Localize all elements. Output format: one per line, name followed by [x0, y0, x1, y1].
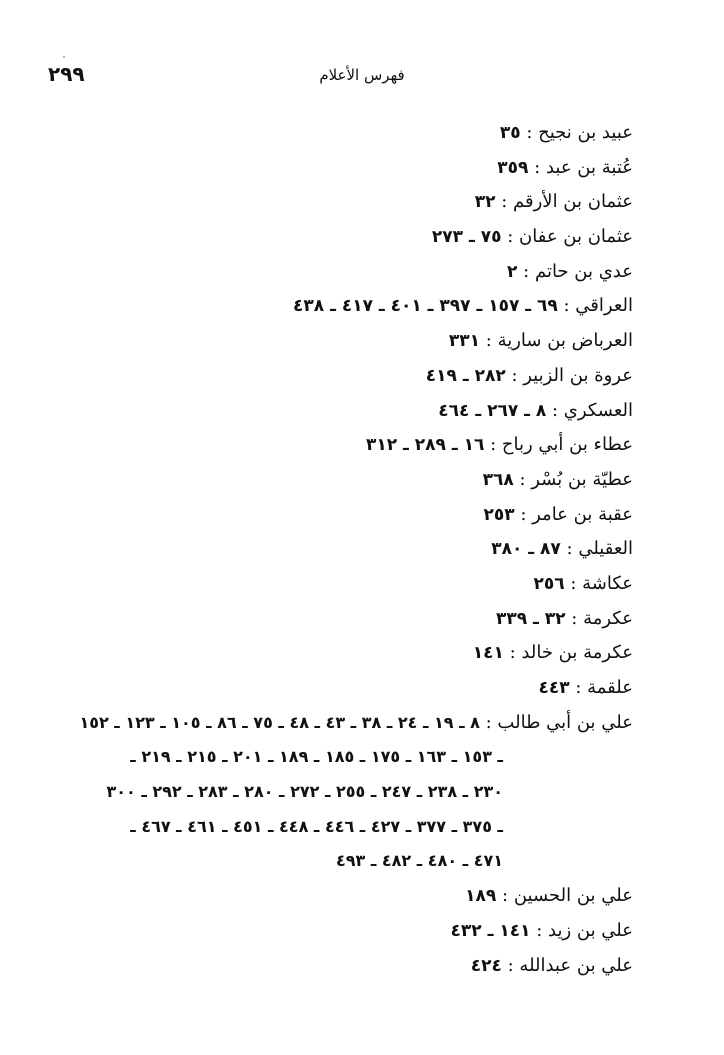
index-entry	[53, 428, 633, 463]
entry-pages: ٢٨٢ ـ ٤١٩	[425, 365, 506, 386]
entry-name: العراقي :	[563, 295, 633, 317]
entry-pages: ٨٧ ـ ٣٨٠	[491, 539, 561, 560]
entry-pages: ٣٢	[474, 192, 496, 213]
entry-name: عُتبة بن عبد :	[534, 156, 633, 178]
index-entry	[53, 463, 633, 498]
index-entry	[53, 289, 633, 324]
index-entry	[53, 255, 633, 290]
running-title: فهرس الأعلام	[319, 66, 405, 84]
index-entry	[53, 394, 633, 429]
entry-name: العرباض بن سارية :	[485, 330, 633, 352]
index-entry	[53, 636, 633, 671]
long-entry-continuation: ٢٣٠ ـ ٢٣٨ ـ ٢٤٧ ـ ٢٥٥ ـ ٢٧٢ ـ ٢٨٠ ـ ٢٨٣ ـ ٢٩٢ ـ ٣٠٠	[106, 782, 503, 802]
page-number: ٢٩٩	[48, 62, 85, 86]
entry-pages: ٣٦٨	[482, 469, 514, 490]
long-entry-first-line	[53, 706, 633, 741]
long-entry-continuation: ـ ١٥٣ ـ ١٦٣ ـ ١٧٥ ـ ١٨٥ ـ ١٨٩ ـ ٢٠١ ـ ٢١٥ ـ ٢١٩ ـ	[130, 747, 503, 767]
index-entry	[53, 151, 633, 186]
entry-pages: ٤٤٣	[538, 678, 570, 698]
entry-pages: ٨ ـ ٢٦٧ ـ ٤٦٤	[438, 400, 547, 421]
entry-name: عبيد بن نجيح :	[526, 122, 633, 143]
entry-pages: ٣٣١	[448, 331, 481, 352]
entry-name: عدي بن حاتم :	[523, 260, 633, 282]
entry-name: عكاشة :	[570, 572, 633, 594]
index-entries	[53, 116, 633, 983]
entry-name: عطيّة بن بُسْر :	[519, 468, 633, 490]
entry-name: عطاء بن أبي رباح :	[490, 434, 633, 456]
index-entry	[53, 949, 633, 984]
index-entry	[53, 532, 633, 567]
entry-pages: ٢٥٦	[533, 573, 565, 594]
entry-pages: ٣٢ ـ ٣٣٩	[496, 608, 566, 629]
entry-name: علي بن زيد :	[536, 919, 633, 941]
entry-name: عكرمة :	[571, 607, 633, 629]
index-entry	[53, 116, 633, 151]
entry-name: علقمة :	[575, 677, 633, 698]
index-entry	[53, 879, 633, 914]
entry-pages: ٧٥ ـ ٢٧٣	[431, 227, 502, 248]
entry-pages: ٤٢٤	[470, 955, 502, 976]
index-entry	[53, 671, 633, 706]
entry-pages: ١٤١ ـ ٤٣٢	[450, 920, 531, 941]
entry-name: علي بن عبدالله :	[507, 954, 633, 976]
entry-pages: ١٦ ـ ٢٨٩ ـ ٣١٢	[365, 435, 485, 456]
index-entry-ali-bin-abi-talib	[53, 706, 633, 879]
entry-name: عثمان بن الأرقم :	[501, 191, 633, 213]
entry-pages: ٨ ـ ١٩ ـ ٢٤ ـ ٣٨ ـ ٤٣ ـ ٤٨ ـ ٧٥ ـ ٨٦ ـ ١٠٥ ـ ١٢٣ ـ ١٥٢	[79, 712, 480, 732]
index-entry	[53, 498, 633, 533]
index-entry	[53, 220, 633, 255]
entry-pages: ٣٥٩	[497, 157, 529, 178]
long-entry-continuation: ـ ٣٧٥ ـ ٣٧٧ ـ ٤٢٧ ـ ٤٤٦ ـ ٤٤٨ ـ ٤٥١ ـ ٤٦١ ـ ٤٦٧ ـ	[130, 816, 503, 836]
entry-name: العقيلي :	[566, 538, 633, 560]
index-entry	[53, 602, 633, 637]
index-entry	[53, 914, 633, 949]
scan-speck	[63, 56, 65, 58]
entry-name: عثمان بن عفان :	[507, 226, 633, 248]
entry-name: علي بن أبي طالب :	[485, 711, 633, 733]
index-entry	[53, 324, 633, 359]
long-entry-continuation: ٤٧١ ـ ٤٨٠ ـ ٤٨٢ ـ ٤٩٣	[335, 851, 503, 871]
index-entry	[53, 359, 633, 394]
entry-pages: ٢٥٣	[483, 504, 515, 525]
entry-pages: ٣٥	[499, 123, 521, 143]
entry-name: عكرمة بن خالد :	[509, 642, 633, 664]
index-entry	[53, 567, 633, 602]
entry-name: عقبة بن عامر :	[520, 503, 633, 525]
entry-pages: ١٤١	[472, 643, 504, 664]
entry-pages: ٢	[507, 261, 518, 282]
index-entry	[53, 185, 633, 220]
entry-pages: ٦٩ ـ ١٥٧ ـ ٣٩٧ ـ ٤٠١ ـ ٤١٧ ـ ٤٣٨	[293, 296, 558, 317]
entry-name: العسكري :	[552, 399, 633, 421]
entry-name: عروة بن الزبير :	[511, 364, 633, 386]
entry-pages: ١٨٩	[465, 886, 497, 907]
entry-name: علي بن الحسين :	[502, 885, 633, 907]
